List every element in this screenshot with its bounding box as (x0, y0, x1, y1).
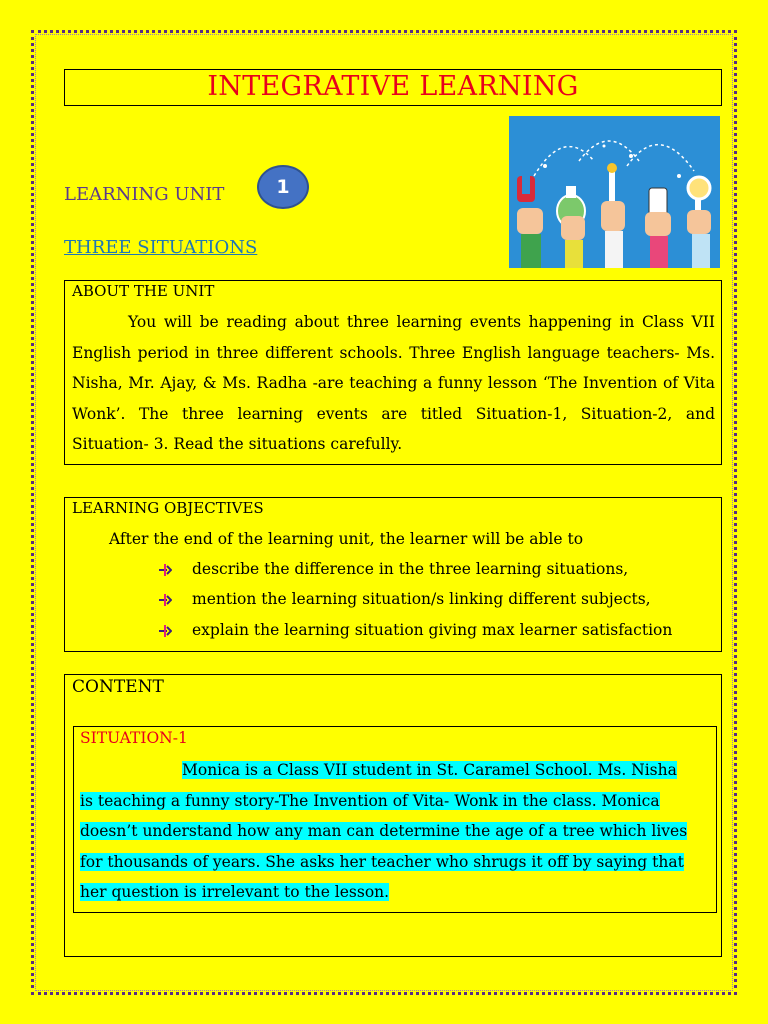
objectives-intro: After the end of the learning unit, the learner will be able to (109, 530, 584, 548)
situation-line: for thousands of years. She asks her teacher who shrugs it off by saying that (80, 852, 684, 871)
title-box (64, 69, 722, 106)
situation-line: is teaching a funny story-The Invention of Vita- Wonk in the class. Monica (80, 791, 660, 810)
objective-item (192, 590, 651, 608)
situation-title: SITUATION-1 (80, 729, 188, 747)
situation-line: her question is irrelevant to the lesson. (80, 883, 390, 901)
about-unit-box (64, 280, 722, 465)
about-text: You will be reading about three learning events happening in Class VII English period in three different schools. Three English language teachers- Ms. Nisha, Mr. Ajay, & Ms. Radha -are teaching a funny lesson ‘The Invention of Vita Wonk’. The three learning events are titled Situation-1, Situation-2, and Situation- 3. Read the situations carefully. (72, 313, 715, 453)
situation-line: doesn’t understand how any man can determine the age of a tree which lives (80, 822, 688, 840)
content-heading: CONTENT (72, 677, 164, 697)
situation-text (80, 755, 710, 908)
arrow-bullet-icon (158, 593, 172, 607)
page-title: INTEGRATIVE LEARNING (207, 71, 579, 102)
unit-subtitle: THREE SITUATIONS (64, 237, 258, 258)
objective-item (192, 621, 672, 639)
objective-item (192, 560, 628, 578)
learning-objectives-box (64, 497, 722, 652)
objectives-heading: LEARNING OBJECTIVES (72, 499, 264, 517)
situation-box (73, 726, 717, 913)
arrow-bullet-icon (158, 624, 172, 638)
arrow-bullet-icon (158, 563, 172, 577)
objective-text: describe the difference in the three learning situations, (192, 560, 629, 578)
objective-text: explain the learning situation giving max learner satisfaction (192, 621, 673, 639)
science-hands-illustration (509, 116, 720, 268)
content-box (64, 674, 722, 957)
objective-text: mention the learning situation/s linking different subjects, (192, 590, 651, 608)
unit-number-badge: 1 (257, 165, 309, 209)
learning-unit-label: LEARNING UNIT (64, 184, 225, 205)
about-heading: ABOUT THE UNIT (72, 282, 215, 300)
situation-line: Monica is a Class VII student in St. Caramel School. Ms. Nisha (182, 761, 677, 779)
